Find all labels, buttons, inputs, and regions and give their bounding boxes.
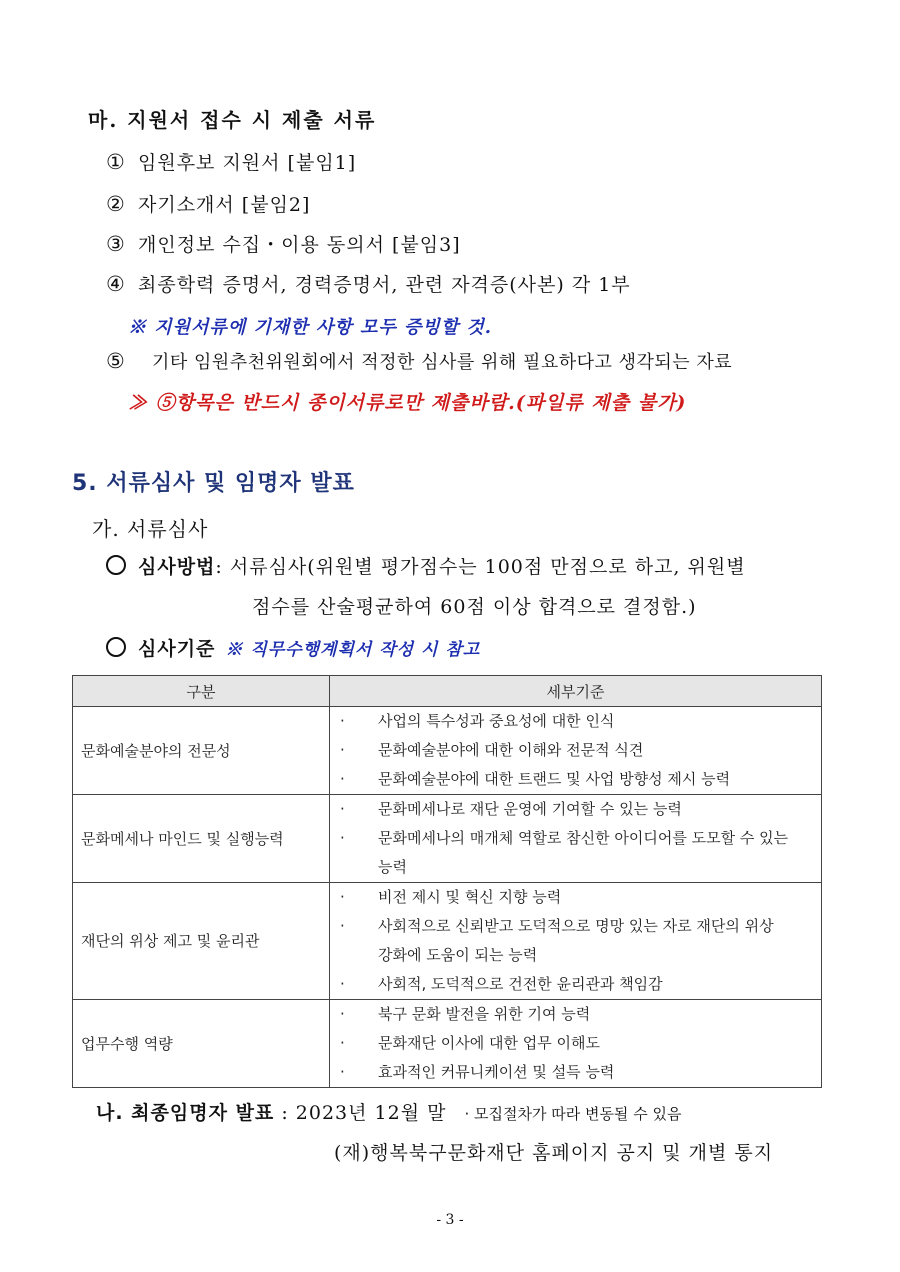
column-header-category: 구분 bbox=[73, 676, 330, 707]
column-header-details: 세부기준 bbox=[330, 676, 822, 707]
row-category: 업무수행 역량 bbox=[73, 1000, 330, 1088]
final-announcement-label: 나. 최종임명자 발표 bbox=[96, 1102, 275, 1124]
circle-bullet-icon bbox=[106, 555, 126, 575]
list-item: ② 자기소개서 [붙임2] bbox=[106, 192, 311, 216]
review-criteria-label: 심사기준 bbox=[138, 638, 216, 660]
page-number: - 3 - bbox=[436, 1212, 464, 1228]
list-item: ④ 최종학력 증명서, 경력증명서, 관련 자격증(사본) 각 1부 bbox=[106, 272, 631, 296]
paper-only-note: ≫ ⑤항목은 반드시 종이서류로만 제출바람.(파일류 제출 불가) bbox=[128, 392, 687, 414]
table-row bbox=[73, 883, 822, 1000]
final-announcement: 나. 최종임명자 발표 : 2023년 12월 말 · 모집절차가 따라 변동될 수 있음 bbox=[96, 1102, 682, 1124]
row-details: · 사업의 특수성과 중요성에 대한 인식 · 문화예술분야에 대한 이해와 전문적 식견 · 문화예술분야에 대한 트랜드 및 사업 방향성 제시 능력 bbox=[330, 707, 822, 795]
review-criteria bbox=[106, 634, 480, 661]
row-category: 문화예술분야의 전문성 bbox=[73, 707, 330, 795]
row-details: · 북구 문화 발전을 위한 기여 능력 · 문화재단 이사에 대한 업무 이해도 · 효과적인 커뮤니케이션 및 설득 능력 bbox=[330, 1000, 822, 1088]
list-item: ③ 개인정보 수집・이용 동의서 [붙임3] bbox=[106, 232, 461, 256]
review-method-label: 심사방법 bbox=[138, 556, 216, 578]
criteria-table bbox=[72, 675, 822, 1088]
list-item: ① 임원후보 지원서 [붙임1] bbox=[106, 150, 357, 174]
announcement-method: (재)행복북구문화재단 홈페이지 공지 및 개별 통지 bbox=[334, 1142, 774, 1164]
list-item: ⑤ 기타 임원추천위원회에서 적정한 심사를 위해 필요하다고 생각되는 자료 bbox=[106, 349, 733, 373]
circle-bullet-icon bbox=[106, 637, 126, 657]
table-header-row bbox=[73, 676, 822, 707]
review-method: 심사방법: 서류심사(위원별 평가점수는 100점 만점으로 하고, 위원별 bbox=[106, 552, 746, 579]
section-5-title: 5. 서류심사 및 임명자 발표 bbox=[72, 471, 355, 496]
review-method-continued: 점수를 산술평균하여 60점 이상 합격으로 결정함.) bbox=[252, 596, 697, 618]
document-review-title: 가. 서류심사 bbox=[92, 517, 209, 541]
row-category: 문화메세나 마인드 및 실행능력 bbox=[73, 795, 330, 883]
row-details: · 비전 제시 및 혁신 지향 능력 · 사회적으로 신뢰받고 도덕적으로 명망 있는 자로 재단의 위상 강화에 도움이 되는 능력 · 사회적, 도덕적으로 건전한 윤리관과 책임감 bbox=[330, 883, 822, 1000]
criteria-note: ※ 직무수행계획서 작성 시 참고 bbox=[225, 640, 481, 660]
schedule-note: · 모집절차가 따라 변동될 수 있음 bbox=[464, 1105, 682, 1123]
table-row bbox=[73, 1000, 822, 1088]
evidence-note: ※ 지원서류에 기재한 사항 모두 증빙할 것. bbox=[128, 317, 493, 338]
table-row bbox=[73, 707, 822, 795]
section-ma-title: 마. 지원서 접수 시 제출 서류 bbox=[88, 108, 377, 132]
row-details: · 문화메세나로 재단 운영에 기여할 수 있는 능력 · 문화메세나의 매개체 역할로 참신한 아이디어를 도모할 수 있는 능력 bbox=[330, 795, 822, 883]
row-category: 재단의 위상 제고 및 윤리관 bbox=[73, 883, 330, 1000]
table-row bbox=[73, 795, 822, 883]
